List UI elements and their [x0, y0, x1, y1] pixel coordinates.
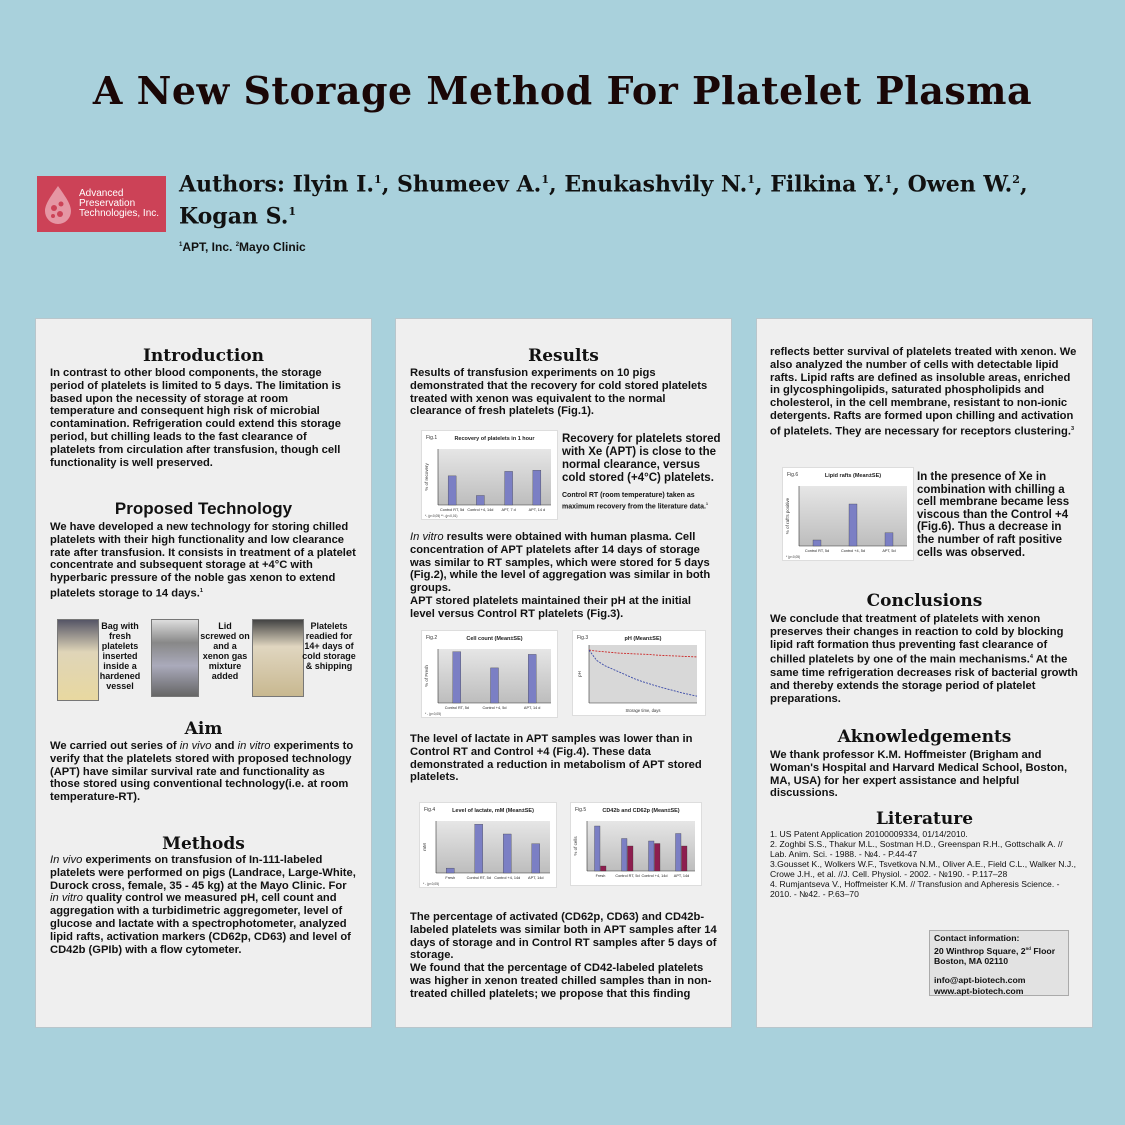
contact-website[interactable]: www.apt-biotech.com — [934, 985, 1024, 996]
fig4 — [419, 802, 557, 888]
chart-footnote: * (p<0,05) — [786, 555, 801, 559]
logo-line: Advanced — [79, 188, 124, 199]
photo-lid — [151, 619, 199, 697]
y-axis-label: pH — [577, 671, 582, 677]
literature-heading: Literature — [875, 809, 974, 829]
x-tick-label: APT, 14d — [673, 874, 690, 878]
panel-right — [756, 318, 1093, 1028]
bar — [655, 844, 661, 872]
methods-heading: Methods — [162, 834, 245, 854]
tech-text: We have developed a new technology for storing chilled platelets with their high functionality and low clearance rate after transfusion. It consists in treatment of a platelet concentrate and subsequent storage at +4°C with hyperbaric pressure of the noble gas xenon to extend platelets storage to 14 days.$^1$ — [50, 521, 356, 600]
results-p4: The level of lactate in APT samples was lower than in Control RT and Control +4 (Fig.4). These data demonstrated a reduction in metabolism of APT stored platelets. — [410, 733, 702, 784]
fig6-side-text: In the presence of Xe in combination with chilling a cell membrane became less viscous than the Control +4 (Fig.6). Thus a decrease in the number of raft positive cells was observed. — [917, 471, 1070, 559]
results-p6: We found that the percentage of CD42-labeled platelets was higher in xenon treated chilled samples than in non-treated chilled platelets; we propose that this finding — [410, 962, 712, 1000]
fig6 — [782, 467, 914, 561]
x-tick-label: Control +4, 5d — [841, 549, 865, 553]
contact-address: 20 Winthrop Square, 2nd Floor — [934, 945, 1056, 956]
aff-sup: 1 — [179, 242, 183, 248]
results-p3: APT stored platelets maintained their pH at the initial level versus Control RT platelets (Fig.3). — [410, 595, 691, 620]
authors-line — [179, 166, 1079, 231]
author: , Owen W. — [892, 171, 1013, 198]
x-tick-label: Control RT, 5d — [444, 706, 469, 710]
fig5-chart — [571, 803, 701, 885]
fig1 — [421, 430, 558, 520]
reference: 2. Zoghbi S.S., Thakur M.L., Sostman H.D., Greenspan R.H., Gottschalk A. // Lab. Anim. Sci. - 1988. - №4. - P.44-47 — [770, 839, 1063, 859]
x-tick-label: Fresh — [445, 876, 456, 880]
poster-title: A New Storage Method For Platelet Plasma — [92, 68, 1033, 113]
x-tick-label: APT, 5d — [882, 549, 896, 553]
bar — [676, 834, 682, 872]
results-p2: In vitro results were obtained with human plasma. Cell concentration of APT platelets after 14 days of storage was similar to RT samples, which were stored for 5 days (Fig.2), while the level of aggregation was similar in both groups. — [410, 531, 711, 595]
x-tick-label: APT, 14 d — [523, 706, 541, 710]
ack-text: We thank professor K.M. Hoffmeister (Brigham and Woman's Hospital and Harvard Medical School, Boston, MA, USA) for her expert assistance and helpful discussions. — [770, 749, 1068, 800]
bar — [533, 470, 541, 505]
x-tick-label: Control +4, 14d — [467, 508, 494, 512]
author-sup: 1 — [884, 173, 893, 186]
x-tick-label: Fresh — [595, 874, 606, 878]
chart-title: Lipid rafts (Mean±SE) — [824, 473, 882, 479]
contact-box — [929, 930, 1069, 996]
fig2-chart — [422, 631, 557, 717]
col3-p1: reflects better survival of platelets treated with xenon. We also analyzed the number of cells with detectable lipid rafts. Lipid rafts are defined as insoluble areas, enriched in glycosphingolipids, saturated phospholipids and cholesterol, in the cell membrane, resistant to non-ionic detergents. Rafts are formed upon chilling and activation of platelets. They are necessary for receptors clustering.$^3$ — [770, 346, 1077, 438]
x-tick-label: Control RT, 5d — [615, 874, 640, 878]
x-tick-label: Control RT, 5d — [440, 508, 465, 512]
fig1-chart — [422, 431, 557, 519]
drop-logo-icon — [43, 184, 73, 224]
bar — [849, 504, 857, 546]
bar — [885, 533, 893, 546]
author: , Kogan S. — [179, 171, 1028, 230]
x-tick-label: Control +4, 5d — [482, 706, 507, 710]
y-axis-label: % of Fresh — [424, 665, 429, 687]
results-p5: The percentage of activated (CD62p, CD63) and CD42b-labeled platelets was similar both in APT samples after 14 days of storage and in Control RT samples after 5 days of storage. — [410, 911, 717, 962]
fig2 — [421, 630, 558, 718]
panel-left — [35, 318, 372, 1028]
caption-bag: Bag with fresh platelets inserted inside a hardened vessel — [99, 621, 141, 691]
x-tick-label: Control RT, 5d — [466, 876, 491, 880]
y-axis-label: % of cells — [573, 836, 578, 856]
y-axis-label: % of raft's positive — [785, 497, 790, 535]
chart-title: Recovery of platelets in 1 hour — [454, 436, 535, 442]
bar — [503, 834, 511, 873]
methods-text: In vivo experiments on transfusion of In-111-labeled platelets were performed on pigs (Landrace, Large-White, Durock cross, female, 35 - 45 kg) at the Mayo Clinic. For in vitro quality control we measured pH, cell count and aggregation with a turbidimetric aggregometer, level of glucose and lactate with a spectrophotometer, analyzed lipid rafts, activation markers (CD62p, CD63) and level of CD42b (GPIb) with a flow cytometer. — [50, 854, 356, 956]
chart-footnote: * - (p<0,05) — [423, 882, 440, 886]
author-sup: 1 — [747, 173, 755, 186]
y-axis-label: mM — [422, 843, 427, 851]
chart-footnote: * - (p<0,05) — [425, 712, 442, 716]
bar — [491, 668, 499, 703]
fig5 — [570, 802, 702, 886]
author: , Enukashvily N. — [549, 171, 748, 198]
figure-label: Fig.1 — [426, 435, 438, 441]
x-tick-label: Control RT, 5d — [804, 549, 830, 553]
contact-city: Boston, MA 02110 — [934, 955, 1009, 966]
fig3 — [572, 630, 706, 716]
results-p1: Results of transfusion experiments on 10 pigs demonstrated that the recovery for cold stored platelets treated with xenon was equivalent to the normal clearance of fresh platelets (Fig.1). — [410, 367, 708, 418]
chart-title: Level of lactate, mM (Mean±SE) — [452, 808, 534, 814]
tech-heading: Proposed Technology — [114, 499, 293, 518]
bar — [528, 654, 536, 703]
intro-heading: Introduction — [142, 346, 265, 366]
x-tick-label: Control +4, 14d — [494, 876, 521, 880]
affiliations — [179, 240, 306, 254]
figure-label: Fig.5 — [575, 807, 587, 813]
author-sup: 1 — [374, 173, 382, 186]
bar — [448, 476, 456, 505]
author-sup: 1 — [288, 205, 297, 219]
bar — [446, 868, 454, 873]
fig3-chart — [573, 631, 705, 715]
bar — [622, 839, 628, 872]
contact-heading: Contact information: — [934, 933, 1020, 943]
contact-email[interactable]: info@apt-biotech.com — [934, 975, 1026, 986]
chart-title: CD42b and CD62p (Mean±SE) — [602, 808, 680, 814]
panel-middle — [395, 318, 732, 1028]
aim-text: We carried out series of in vivo and in vitro experiments to verify that the platelets stored with proposed technology (APT) have similar survival rate and functionality as those stored using conventional technology(i.e. at room temperature-RT). — [50, 740, 354, 804]
chart-footnote: *- (p<0,05) **- (p<0,01) — [425, 514, 458, 518]
bar — [532, 844, 540, 873]
logo-line: Preservation — [79, 198, 136, 209]
results-heading: Results — [528, 346, 599, 366]
chart-title: pH (Mean±SE) — [624, 636, 662, 642]
caption-lid: Lid screwed on and a xenon gas mixture added — [200, 621, 250, 681]
bar — [505, 471, 513, 505]
bar — [628, 846, 634, 871]
photo-vessel — [252, 619, 304, 697]
bar — [813, 540, 821, 546]
x-tick-label: APT, 14d — [528, 876, 544, 880]
bar — [476, 495, 484, 505]
author: Authors: Ilyin I. — [179, 171, 375, 198]
bar — [601, 866, 607, 871]
company-logo[interactable] — [37, 176, 166, 232]
photo-bag — [57, 619, 99, 701]
fig1-side-text: Recovery for platelets stored with Xe (APT) is close to the normal clearance, versus cold stored (+4°C) platelets. — [562, 433, 721, 484]
literature-list — [770, 829, 1080, 899]
reference: 3.Gousset K., Wolkers W.F., Tsvetkova N.M., Oliver A.E., Field C.L., Walker N.J., Crowe J.H., et al. //J. Cell. Physiol. - 2002. - №190. - P.117–28 — [770, 859, 1076, 879]
bar — [682, 846, 688, 871]
figure-label: Fig.2 — [426, 635, 438, 641]
bar — [475, 824, 483, 873]
figure-label: Fig.3 — [577, 635, 589, 641]
x-tick-label: APT, 7 d — [501, 508, 516, 512]
conclusions-heading: Conclusions — [866, 591, 983, 611]
author-sup: 1 — [541, 173, 549, 186]
fig4-chart — [420, 803, 556, 887]
fig6-chart — [783, 468, 913, 560]
bar — [453, 652, 461, 703]
plot-area — [589, 645, 697, 703]
ack-heading: Aknowledgements — [837, 727, 1012, 747]
logo-line: Technologies, Inc. — [79, 208, 160, 219]
x-axis-label: Storage time, days — [625, 708, 661, 713]
intro-text: In contrast to other blood components, the storage period of platelets is limited to 5 days. The limitation is based upon the necessity of storage at room temperature and consequent high risk of microbial contamination. Refrigeration could extend this storage period, but chilling leads to the fast clearance of platelets from circulation after transfusion, though cell functionality is well preserved. — [50, 367, 341, 469]
affiliation: APT, Inc. — [182, 240, 236, 254]
conclusions-text: We conclude that treatment of platelets with xenon preserves their changes in reaction to cold by blocking lipid raft formation thus preventing fast clearance of chilled platelets by one of the main mechanisms.$^4$ At the same time refrigeration decreases risk of bacterial growth and thereby extends the storage period of platelet preparations. — [770, 613, 1078, 705]
reference: 4. Rumjantseva V., Hoffmeister K.M. // Transfusion and Apheresis Science. - 2010. - №42. - P.63–70 — [770, 879, 1060, 899]
author: , Filkina Y. — [754, 171, 885, 198]
caption-vessel: Platelets readied for 14+ days of cold storage & shipping — [302, 621, 356, 671]
affiliation: Mayo Clinic — [239, 240, 306, 254]
y-axis-label: % of recovery — [424, 463, 429, 491]
bar — [649, 841, 655, 871]
author-sup: 2 — [1012, 173, 1020, 186]
aim-heading: Aim — [184, 719, 223, 739]
reference: 1. US Patent Application 20100009334, 01/14/2010. — [770, 829, 968, 839]
figure-label: Fig.6 — [787, 472, 799, 478]
x-tick-label: APT, 14 d — [528, 508, 546, 512]
chart-title: Cell count (Mean±SE) — [466, 636, 523, 642]
figure-label: Fig.4 — [424, 807, 436, 813]
fig1-note: Control RT (room temperature) taken as maximum recovery from the literature data.$^1$ — [562, 492, 708, 511]
bar — [595, 826, 601, 871]
aff-sup: 2 — [235, 242, 240, 248]
author: , Shumeev A. — [381, 171, 542, 198]
x-tick-label: Control +4, 14d — [641, 874, 668, 878]
